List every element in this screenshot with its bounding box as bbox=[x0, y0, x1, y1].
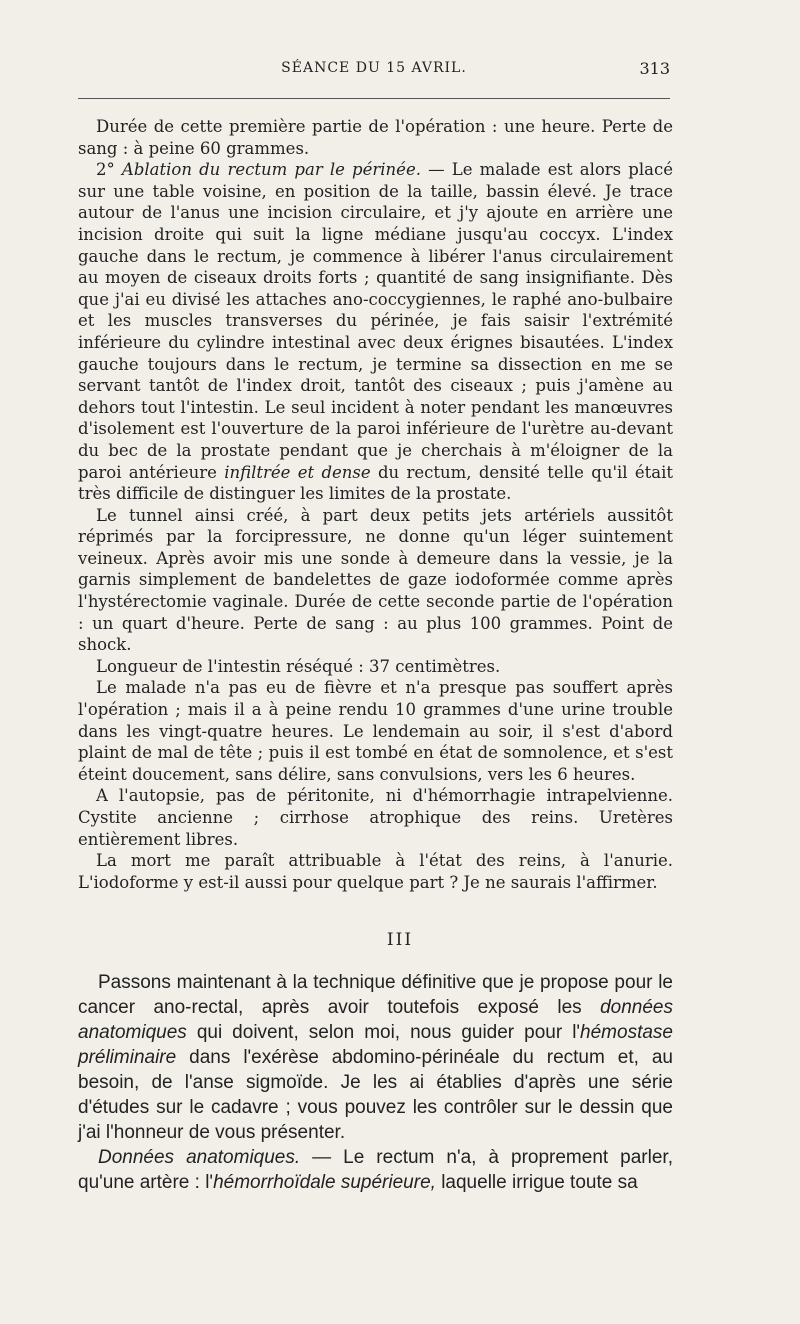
paragraph: Passons maintenant à la technique définitive que je propose pour le cancer ano-rectal, après avoir toutefois exposé les données anatomiques qui doivent, selon moi, nous guider pour l'hémostase préliminaire dans l'exérèse abdomino-périnéale du rectum et, au besoin, de l'anse sigmoïde. Je les ai établies d'après une série d'études sur le cadavre ; vous pouvez les contrôler sur le dessin que j'ai l'honneur de vous présenter. bbox=[78, 972, 673, 1143]
paragraph: A l'autopsie, pas de péritonite, ni d'hémorrhagie intrapelvienne. Cystite ancienne ; cirrhose atrophique des reins. Uretères entièrement libres. bbox=[78, 786, 673, 849]
italic-phrase: infiltrée et dense bbox=[224, 462, 371, 482]
paragraph: Le tunnel ainsi créé, à part deux petits jets artériels aussitôt réprimés par la forcipressure, ne donne qu'un léger suintement veineux. Après avoir mis une sonde à demeure dans la vessie, je la garnis simplement de bandelettes de gaze iodoformée comme après l'hystérectomie vaginale. Durée de cette seconde partie de l'opération : un quart d'heure. Perte de sang : au plus 100 grammes. Point de shock. bbox=[78, 505, 673, 655]
italic-heading: Données anatomiques. bbox=[98, 1147, 301, 1168]
page-number: 313 bbox=[639, 59, 670, 78]
italic-phrase: données anatomiques bbox=[78, 997, 673, 1043]
section-heading: III bbox=[386, 930, 414, 950]
header-rule bbox=[78, 98, 670, 99]
paragraph: Données anatomiques. — Le rectum n'a, à proprement parler, qu'une artère : l'hémorrhoïdale supérieure, laquelle irrigue toute sa bbox=[78, 1147, 673, 1193]
body-text-small bbox=[78, 116, 673, 893]
paragraph: Durée de cette première partie de l'opération : une heure. Perte de sang : à peine 60 grammes. bbox=[78, 117, 673, 158]
paragraph: Le malade n'a pas eu de fièvre et n'a presque pas souffert après l'opération ; mais il a à peine rendu 10 grammes d'une urine trouble dans les vingt-quatre heures. Le lendemain au soir, il s'est d'abord plaint de mal de tête ; puis il est tombé en état de somnolence, et s'est éteint doucement, sans délire, sans convulsions, vers les 6 heures. bbox=[78, 678, 673, 784]
italic-phrase: hémostase préliminaire bbox=[78, 1022, 673, 1068]
paragraph-ablation: 2° Ablation du rectum par le périnée. — Le malade est alors placé sur une table voisine, en position de la taille, bassin élevé. Je trace autour de l'anus une incision circulaire, et j'y ajoute en arrière une incision droite qui suit la ligne médiane jusqu'au coccyx. L'index gauche dans le rectum, je commence à libérer l'anus circulairement au moyen de ciseaux droits forts ; quantité de sang insignifiante. Dès que j'ai eu divisé les attaches ano-coccygiennes, le raphé ano-bulbaire et les muscles transverses du périnée, je fais saisir l'extrémité inférieure du cylindre intestinal avec deux érignes bisautées. L'index gauche toujours dans le rectum, je termine sa dissection en me se servant tantôt de l'index droit, tantôt des ciseaux ; puis j'amène au dehors tout l'intestin. Le seul incident à noter pendant les manœuvres d'isolement est l'ouverture de la paroi inférieure de l'urètre au-devant du bec de la prostate pendant que je cherchais à m'éloigner de la paroi antérieure infiltrée et dense du rectum, densité telle qu'il était très difficile de distinguer les limites de la prostate. bbox=[78, 160, 673, 504]
italic-phrase: hémorrhoïdale supérieure, bbox=[213, 1172, 436, 1193]
paragraph: La mort me paraît attribuable à l'état des reins, à l'anurie. L'iodoforme y est-il aussi pour quelque part ? Je ne saurais l'affirmer. bbox=[78, 851, 673, 892]
running-title: SÉANCE DU 15 AVRIL. bbox=[281, 60, 467, 76]
body-text-large bbox=[78, 970, 673, 1195]
italic-heading: Ablation du rectum par le périnée. bbox=[121, 160, 421, 180]
page-header bbox=[78, 60, 670, 90]
paragraph: Longueur de l'intestin réséqué : 37 centimètres. bbox=[96, 656, 501, 676]
